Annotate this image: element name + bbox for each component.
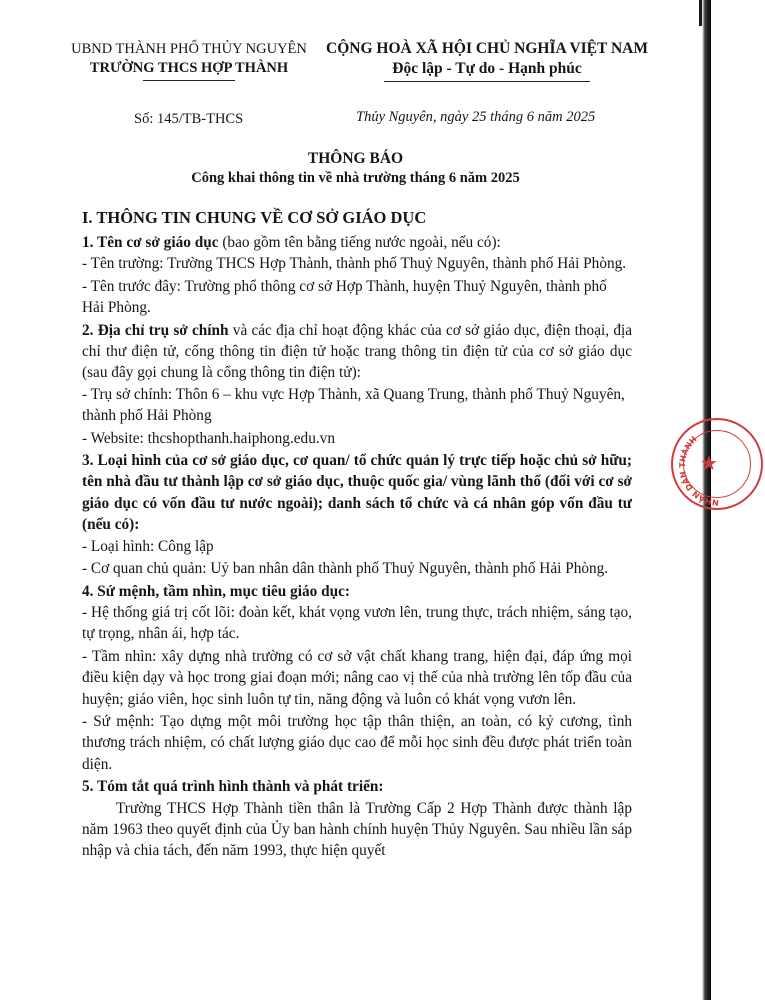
type-line: - Loại hình: Công lập [82, 537, 214, 555]
document-subtitle: Công khai thông tin về nhà trường tháng 6 năm 2025 [191, 170, 520, 186]
authority-name: UBND THÀNH PHỐ THỦY NGUYÊN [71, 41, 307, 57]
mission-line: - Sứ mệnh: Tạo dựng một môi trường học tập thân thiện, an toàn, có kỷ cương, tình thương trách nhiệm, có chất lượng giáo dục cao để mỗi học sinh đều được phát triển toàn diện. [82, 712, 632, 773]
motto-underline [384, 81, 590, 82]
item-2-label: 2. Địa chỉ trụ sở chính [82, 321, 229, 339]
svg-text:NHÂN DÂN THÀNH: NHÂN DÂN THÀNH [677, 434, 720, 508]
core-values-line: - Hệ thống giá trị cốt lõi: đoàn kết, khát vọng vươn lên, trung thực, trách nhiệm, sáng tạo, tự trọng, nhân ái, hợp tác. [82, 603, 632, 643]
address-line: - Trụ sở chính: Thôn 6 – khu vực Hợp Thành, xã Quang Trung, thành phố Thuỷ Nguyên, thành phố Hải Phòng [82, 385, 625, 425]
document-number: Số: 145/TB-THCS [134, 111, 244, 127]
vision-line: - Tầm nhìn: xây dựng nhà trường có cơ sở vật chất khang trang, hiện đại, đáp ứng mọi điều kiện dạy và học trong giai đoạn mới; nâng cao vị thế của nhà trường lên tốp đầu của huyện; giáo viên, học sinh luôn tự tin, năng động và luôn có khát vọng vươn lên. [82, 647, 632, 708]
scan-corner-mark [699, 0, 702, 26]
item-3-label: 3. Loại hình của cơ sở giáo dục, cơ quan/ tổ chức quản lý trực tiếp hoặc chủ sở hữu; tên nhà đầu tư thành lập cơ sở giáo dục, thuộc quốc gia/ vùng lãnh thổ (đối với cơ sở giáo dục có vốn đầu tư nước ngoài); danh sách tổ chức và cá nhân góp vốn đầu tư (nếu có): [82, 452, 632, 534]
item-1-label: 1. Tên cơ sở giáo dục [82, 234, 219, 251]
nation-title: CỘNG HOÀ XÃ HỘI CHỦ NGHĨA VIỆT NAM [326, 40, 648, 57]
website-line: - Website: thcshopthanh.haiphong.edu.vn [82, 429, 335, 447]
item-2-text: và các địa chỉ hoạt động khác của cơ sở giáo dục, điện thoại, địa chỉ thư điện tử, cổng thông tin điện tử hoặc trang thông tin điện tử của cơ sở giáo dục (sau đây gọi chung là cổng thông tin điện tử): [82, 321, 633, 382]
item-1-text: (bao gồm tên bằng tiếng nước ngoài, nếu có): [218, 234, 501, 251]
issuer-block [58, 40, 320, 81]
school-name-line: - Tên trường: Trường THCS Hợp Thành, thành phố Thuỷ Nguyên, thành phố Hải Phòng. [82, 255, 627, 273]
former-name-line: - Tên trước đây: Trường phổ thông cơ sở Hợp Thành, huyện Thuỷ Nguyên, thành phố Hải Phòng. [82, 277, 607, 317]
document-title: THÔNG BÁO [307, 150, 404, 167]
history-paragraph: Trường THCS Hợp Thành tiền thân là Trường Cấp 2 Hợp Thành được thành lập năm 1963 theo quyết định của Ủy ban hành chính huyện Thủy Nguyên. Sau nhiều lần sáp nhập và chia tách, đến năm 1993, thực hiện quyết [82, 799, 632, 860]
document-body [82, 206, 632, 862]
school-name: TRƯỜNG THCS HỢP THÀNH [89, 60, 289, 76]
issuer-underline [143, 80, 235, 81]
governing-body-line: - Cơ quan chủ quản: Uỷ ban nhân dân thành phố Thuỷ Nguyên, thành phố Hải Phòng. [82, 560, 609, 578]
place-date: Thủy Nguyên, ngày 25 tháng 6 năm 2025 [356, 109, 596, 125]
section-heading: I. THÔNG TIN CHUNG VỀ CƠ SỞ GIÁO DỤC [82, 208, 427, 227]
national-header [323, 39, 651, 82]
item-1-intro [82, 232, 632, 253]
item-5-label: 5. Tóm tắt quá trình hình thành và phát triển: [82, 778, 384, 796]
item-4-label: 4. Sứ mệnh, tầm nhìn, mục tiêu giáo dục: [82, 582, 350, 600]
svg-text:★: ★ [700, 451, 718, 475]
red-seal-stamp [671, 418, 763, 510]
seal-lettering [673, 420, 765, 512]
national-motto: Độc lập - Tự do - Hạnh phúc [392, 60, 582, 77]
item-2-intro [82, 320, 632, 384]
